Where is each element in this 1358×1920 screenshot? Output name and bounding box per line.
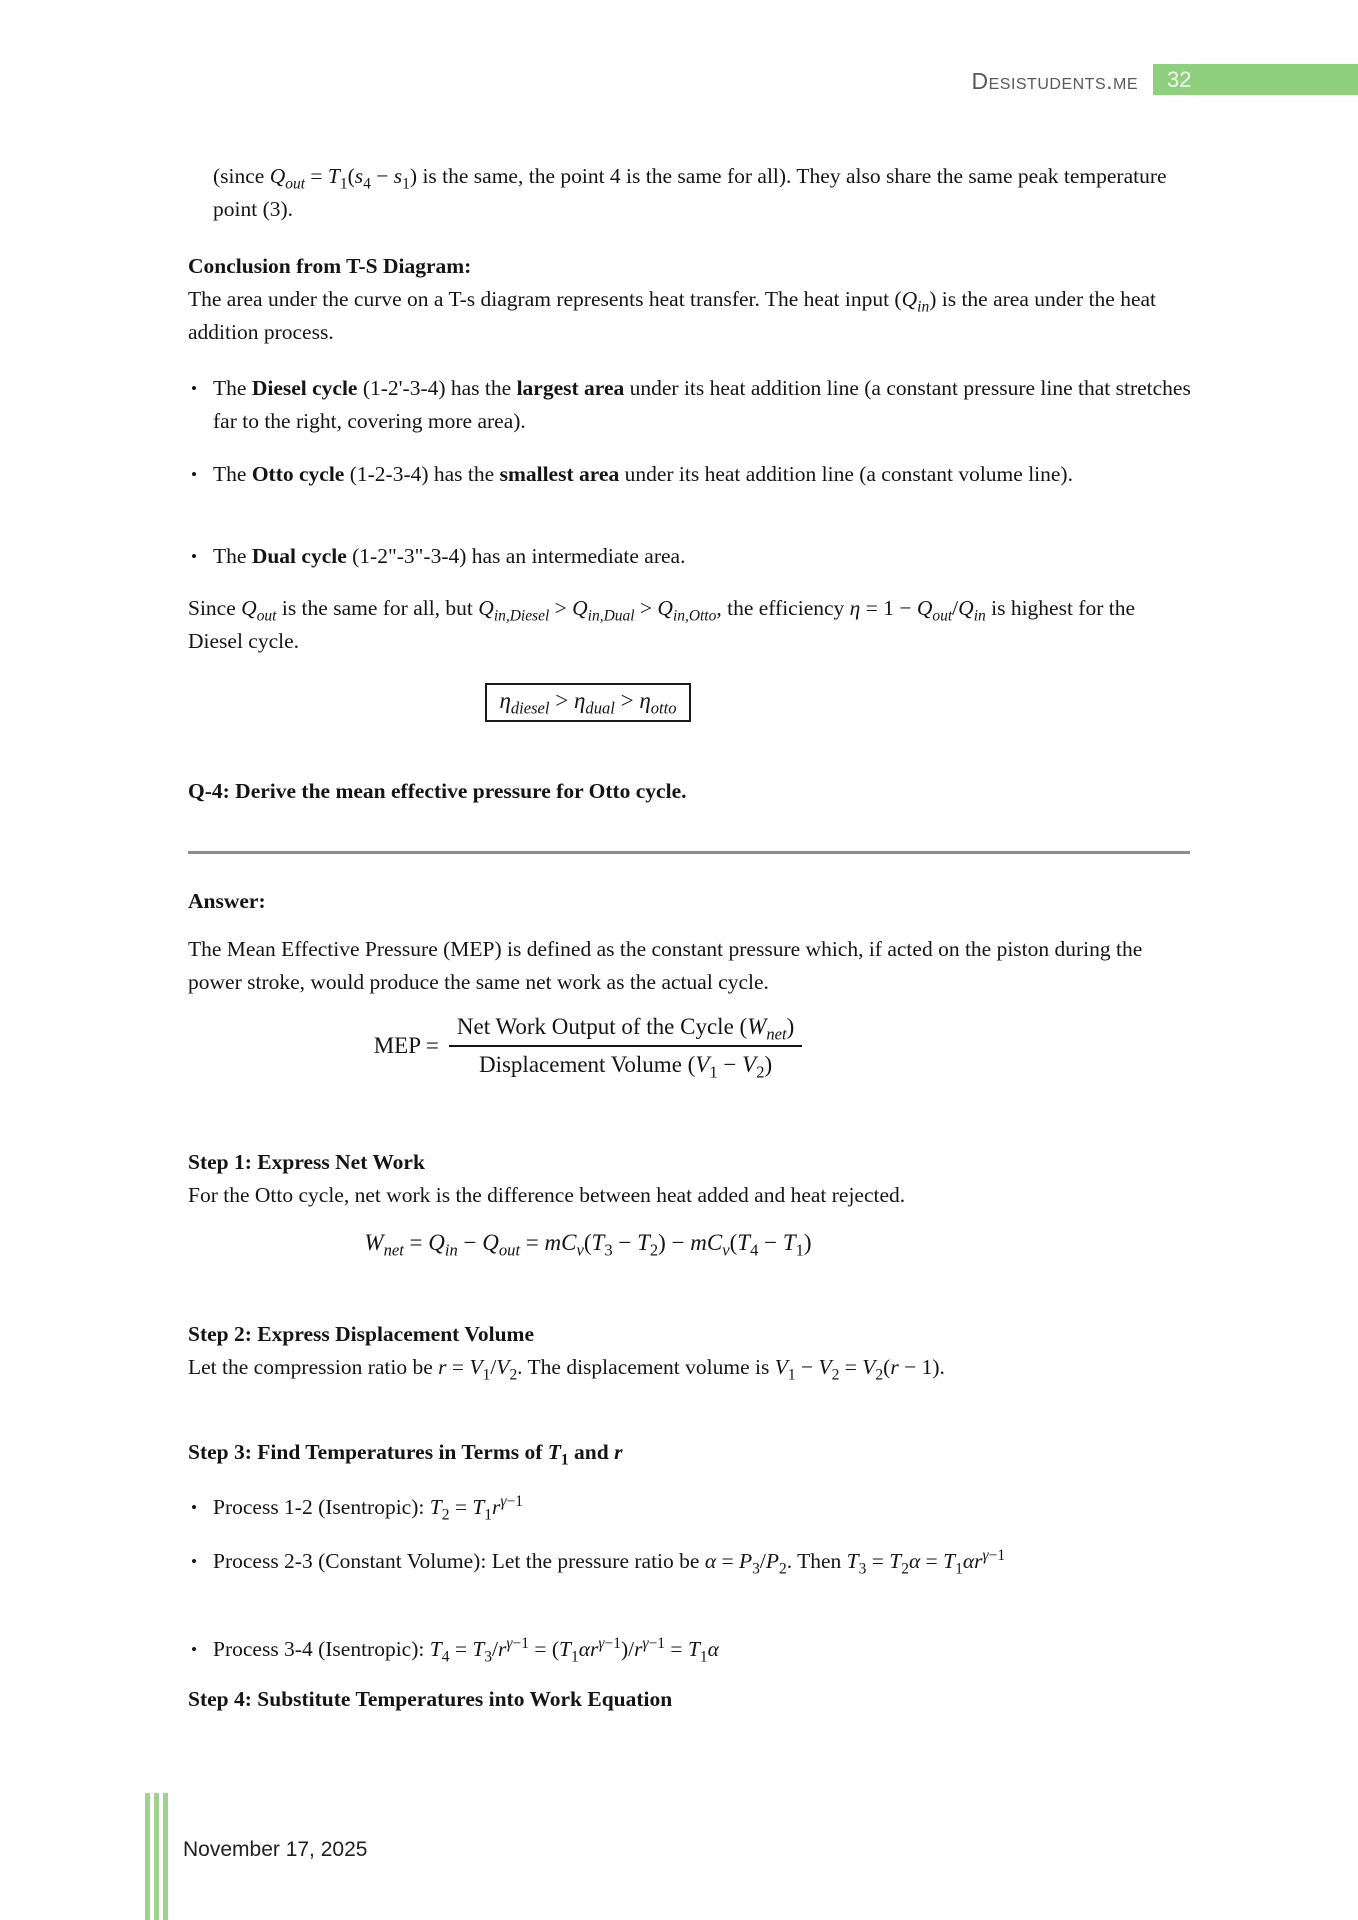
- net-work-equation: $W_{net} = Q_{in} - Q_{out} = mC_v(T_3 - T_2) - mC_v(T_4 - T_1)$: [364, 1230, 812, 1260]
- step4-heading: Step 4: Substitute Temperatures into Work Equation: [188, 1687, 673, 1711]
- mep-equation-lhs: MEP =: [373, 1033, 439, 1058]
- page-number-box: [1153, 64, 1358, 95]
- step2-paragraph: Let the compression ratio be $r = V_1/V_2$. The displacement volume is $V_1 - V_2 = V_2(r - 1)$.: [188, 1355, 945, 1384]
- footer-accent-bars: [145, 1793, 168, 1920]
- conclusion-heading: Conclusion from T-S Diagram:: [188, 254, 472, 278]
- step1-paragraph: For the Otto cycle, net work is the difference between heat added and heat rejected.: [188, 1183, 906, 1207]
- list-item-process-3-4: • Process 3-4 (Isentropic): $T_4 = T_3/r^{\gamma-1} = (T_1\alpha r^{\gamma-1})/r^{\gamma-1} = T_1\alpha$: [188, 1633, 1193, 1666]
- mep-equation: [188, 1012, 988, 1080]
- page-number: 32: [1167, 67, 1192, 92]
- efficiency-inequality-equation: [188, 683, 988, 722]
- step2-heading: Step 2: Express Displacement Volume: [188, 1322, 535, 1346]
- accent-bar: [163, 1793, 168, 1920]
- accent-bar: [154, 1793, 159, 1920]
- mep-fraction: [449, 1012, 802, 1080]
- list-item-dual: • The Dual cycle (1-2"-3"-3-4) has an intermediate area.: [188, 540, 1193, 573]
- question-heading: Q-4: Derive the mean effective pressure for Otto cycle.: [188, 779, 687, 803]
- conclusion-paragraph: The area under the curve on a T-s diagram represents heat transfer. The heat input $(Q_{in})$ is the area under the heat addition process.: [188, 287, 1157, 344]
- since-paragraph: Since $Q_{out}$ is the same for all, but $Q_{in,Diesel} > Q_{in,Dual} > Q_{in,Otto}$, the efficiency $\eta = 1 - Q_{out}/Q_{in}$ is highest for the Diesel cycle.: [188, 596, 1136, 653]
- list-item-process-1-2: • Process 1-2 (Isentropic): $T_2 = T_1r^{\gamma-1}$: [188, 1491, 1193, 1524]
- accent-bar: [145, 1793, 150, 1920]
- list-item-diesel: • The Diesel cycle (1-2'-3-4) has the largest area under its heat addition line (a constant pressure line that stretches far to the right, covering more area).: [188, 372, 1193, 438]
- answer-heading: Answer:: [188, 889, 266, 913]
- list-item-otto: • The Otto cycle (1-2-3-4) has the smallest area under its heat addition line (a constant volume line).: [188, 458, 1193, 491]
- site-name: Desistudents.me: [971, 68, 1138, 94]
- step3-heading: Step 3: Find Temperatures in Terms of $T_1$ and r: [188, 1440, 623, 1469]
- mep-fraction-numerator: Net Work Output of the Cycle $(W_{net})$: [449, 1012, 802, 1047]
- list-item-process-2-3: • Process 2-3 (Constant Volume): Let the pressure ratio be $\alpha = P_3/P_2$. Then $T_3 = T_2\alpha = T_1\alpha r^{\gamma-1}$: [188, 1545, 1193, 1578]
- step1-heading: Step 1: Express Net Work: [188, 1150, 425, 1174]
- mep-fraction-denominator: Displacement Volume $(V_1 - V_2)$: [478, 1052, 773, 1082]
- horizontal-rule: [188, 851, 1190, 854]
- boxed-equation: $\eta_{diesel} > \eta_{dual} > \eta_{otto}$: [485, 683, 690, 722]
- mep-definition-paragraph: The Mean Effective Pressure (MEP) is defined as the constant pressure which, if acted on the piston during the power stroke, would produce the same net work as the actual cycle.: [188, 937, 1143, 994]
- footer-date: November 17, 2025: [183, 1838, 368, 1861]
- intro-paragraph: (since $Q_{out} = T_1(s_4 - s_1)$ is the same, the point 4 is the same for all). They also share the same peak temperature point (3).: [213, 164, 1167, 221]
